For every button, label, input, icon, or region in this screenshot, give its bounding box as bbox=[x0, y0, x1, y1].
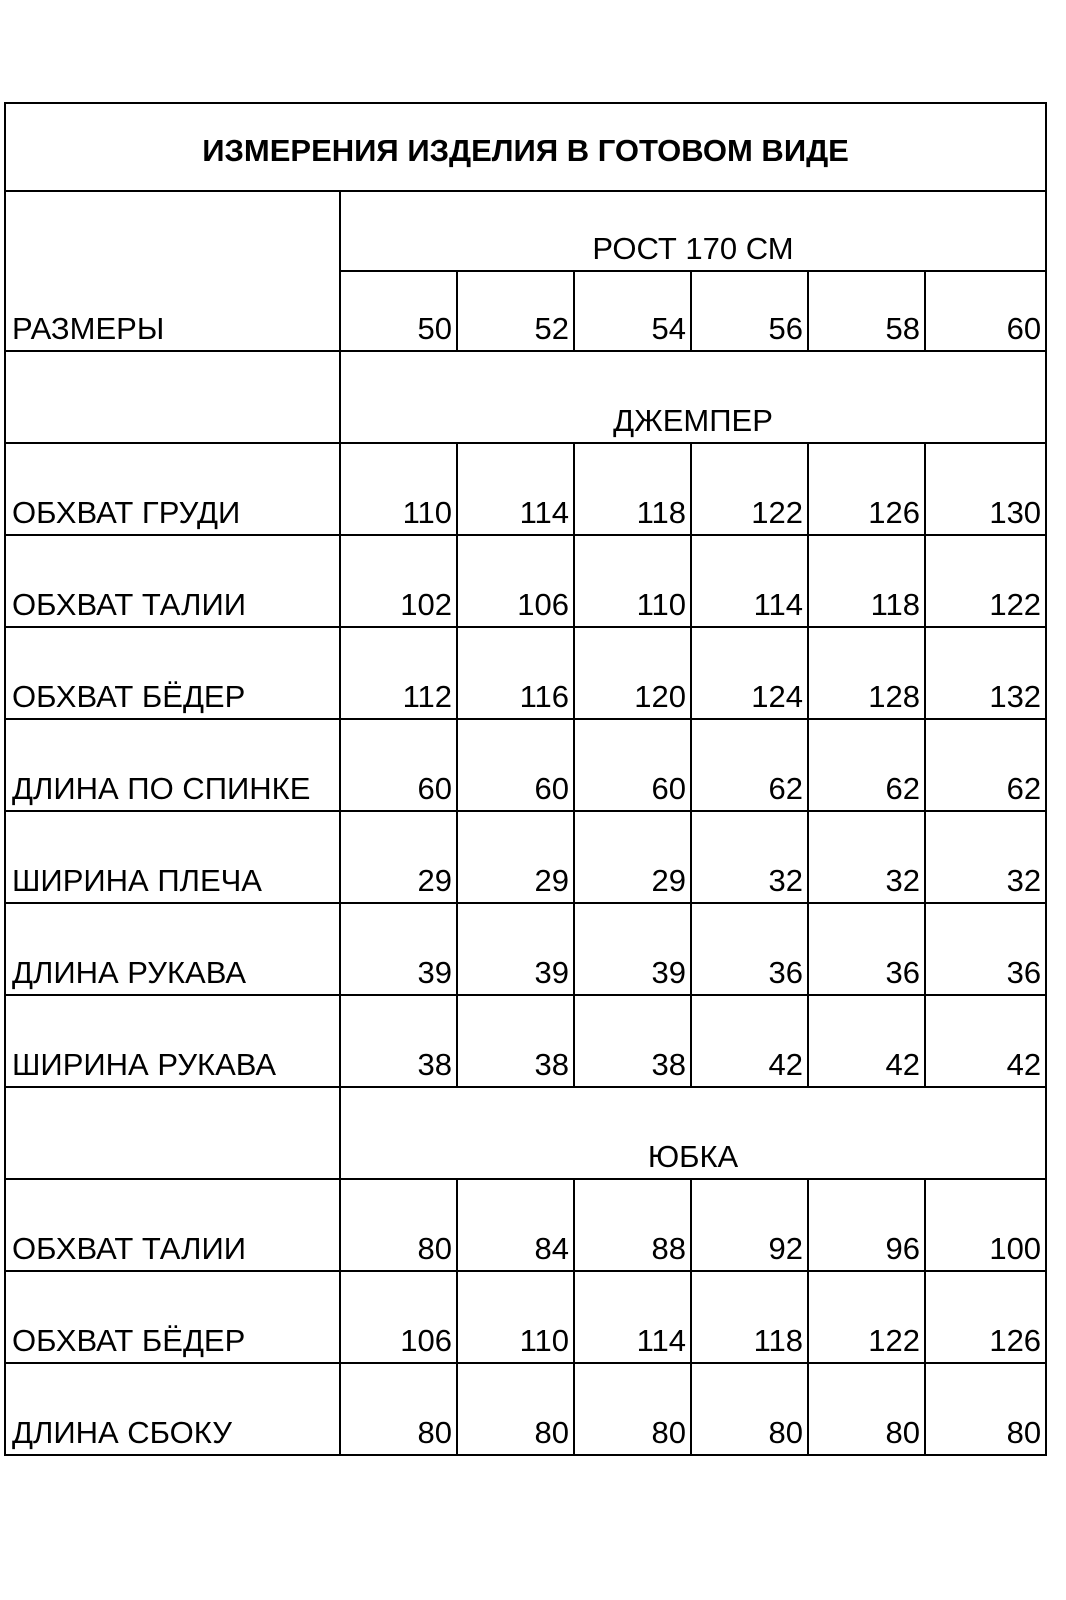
value-cell: 130 bbox=[925, 443, 1046, 535]
value-cell: 112 bbox=[340, 627, 457, 719]
value-cell: 122 bbox=[691, 443, 808, 535]
value-cell: 62 bbox=[808, 719, 925, 811]
table-row bbox=[5, 903, 1046, 995]
value-cell: 60 bbox=[574, 719, 691, 811]
title-row bbox=[5, 103, 1046, 191]
size-cell: 50 bbox=[340, 271, 457, 351]
blank-cell bbox=[5, 1087, 340, 1179]
table-row bbox=[5, 811, 1046, 903]
value-cell: 118 bbox=[574, 443, 691, 535]
value-cell: 39 bbox=[574, 903, 691, 995]
value-cell: 36 bbox=[925, 903, 1046, 995]
measurement-label: ОБХВАТ БЁДЕР bbox=[5, 1271, 340, 1363]
value-cell: 124 bbox=[691, 627, 808, 719]
value-cell: 80 bbox=[457, 1363, 574, 1455]
table-row bbox=[5, 443, 1046, 535]
value-cell: 80 bbox=[340, 1363, 457, 1455]
skirt-label: ЮБКА bbox=[340, 1087, 1046, 1179]
value-cell: 38 bbox=[574, 995, 691, 1087]
value-cell: 92 bbox=[691, 1179, 808, 1271]
value-cell: 106 bbox=[457, 535, 574, 627]
blank-cell bbox=[5, 351, 340, 443]
measurement-label: ДЛИНА РУКАВА bbox=[5, 903, 340, 995]
value-cell: 110 bbox=[457, 1271, 574, 1363]
value-cell: 110 bbox=[340, 443, 457, 535]
value-cell: 110 bbox=[574, 535, 691, 627]
value-cell: 122 bbox=[808, 1271, 925, 1363]
value-cell: 80 bbox=[808, 1363, 925, 1455]
value-cell: 80 bbox=[691, 1363, 808, 1455]
jumper-section-row bbox=[5, 351, 1046, 443]
jumper-label: ДЖЕМПЕР bbox=[340, 351, 1046, 443]
size-cell: 60 bbox=[925, 271, 1046, 351]
value-cell: 100 bbox=[925, 1179, 1046, 1271]
value-cell: 80 bbox=[925, 1363, 1046, 1455]
value-cell: 29 bbox=[457, 811, 574, 903]
value-cell: 38 bbox=[340, 995, 457, 1087]
value-cell: 38 bbox=[457, 995, 574, 1087]
measurement-label: ОБХВАТ ТАЛИИ bbox=[5, 1179, 340, 1271]
table-row bbox=[5, 995, 1046, 1087]
measurement-label: ДЛИНА СБОКУ bbox=[5, 1363, 340, 1455]
value-cell: 36 bbox=[691, 903, 808, 995]
value-cell: 120 bbox=[574, 627, 691, 719]
value-cell: 126 bbox=[925, 1271, 1046, 1363]
table-title: ИЗМЕРЕНИЯ ИЗДЕЛИЯ В ГОТОВОМ ВИДЕ bbox=[5, 103, 1046, 191]
value-cell: 132 bbox=[925, 627, 1046, 719]
value-cell: 42 bbox=[691, 995, 808, 1087]
value-cell: 39 bbox=[340, 903, 457, 995]
table-row bbox=[5, 1179, 1046, 1271]
value-cell: 32 bbox=[808, 811, 925, 903]
value-cell: 84 bbox=[457, 1179, 574, 1271]
table-row bbox=[5, 627, 1046, 719]
table-row bbox=[5, 719, 1046, 811]
value-cell: 80 bbox=[574, 1363, 691, 1455]
value-cell: 29 bbox=[340, 811, 457, 903]
value-cell: 29 bbox=[574, 811, 691, 903]
size-cell: 54 bbox=[574, 271, 691, 351]
value-cell: 32 bbox=[691, 811, 808, 903]
value-cell: 88 bbox=[574, 1179, 691, 1271]
table-row bbox=[5, 535, 1046, 627]
measurement-label: ШИРИНА ПЛЕЧА bbox=[5, 811, 340, 903]
size-cell: 52 bbox=[457, 271, 574, 351]
value-cell: 114 bbox=[574, 1271, 691, 1363]
measurement-label: ДЛИНА ПО СПИНКЕ bbox=[5, 719, 340, 811]
value-cell: 60 bbox=[340, 719, 457, 811]
value-cell: 118 bbox=[691, 1271, 808, 1363]
value-cell: 102 bbox=[340, 535, 457, 627]
height-row bbox=[5, 191, 1046, 271]
table-row bbox=[5, 1363, 1046, 1455]
size-cell: 58 bbox=[808, 271, 925, 351]
value-cell: 39 bbox=[457, 903, 574, 995]
value-cell: 114 bbox=[691, 535, 808, 627]
measurement-label: ОБХВАТ ТАЛИИ bbox=[5, 535, 340, 627]
value-cell: 122 bbox=[925, 535, 1046, 627]
skirt-section-row bbox=[5, 1087, 1046, 1179]
value-cell: 126 bbox=[808, 443, 925, 535]
value-cell: 62 bbox=[925, 719, 1046, 811]
value-cell: 116 bbox=[457, 627, 574, 719]
table-row bbox=[5, 1271, 1046, 1363]
value-cell: 118 bbox=[808, 535, 925, 627]
value-cell: 42 bbox=[925, 995, 1046, 1087]
measurement-label: ШИРИНА РУКАВА bbox=[5, 995, 340, 1087]
value-cell: 114 bbox=[457, 443, 574, 535]
value-cell: 42 bbox=[808, 995, 925, 1087]
value-cell: 62 bbox=[691, 719, 808, 811]
height-label: РОСТ 170 СМ bbox=[340, 191, 1046, 271]
size-cell: 56 bbox=[691, 271, 808, 351]
measurement-label: ОБХВАТ БЁДЕР bbox=[5, 627, 340, 719]
measurement-label: ОБХВАТ ГРУДИ bbox=[5, 443, 340, 535]
sizes-label: РАЗМЕРЫ bbox=[5, 191, 340, 351]
value-cell: 60 bbox=[457, 719, 574, 811]
value-cell: 96 bbox=[808, 1179, 925, 1271]
size-chart-table bbox=[4, 102, 1047, 1456]
value-cell: 36 bbox=[808, 903, 925, 995]
value-cell: 32 bbox=[925, 811, 1046, 903]
value-cell: 128 bbox=[808, 627, 925, 719]
value-cell: 106 bbox=[340, 1271, 457, 1363]
value-cell: 80 bbox=[340, 1179, 457, 1271]
